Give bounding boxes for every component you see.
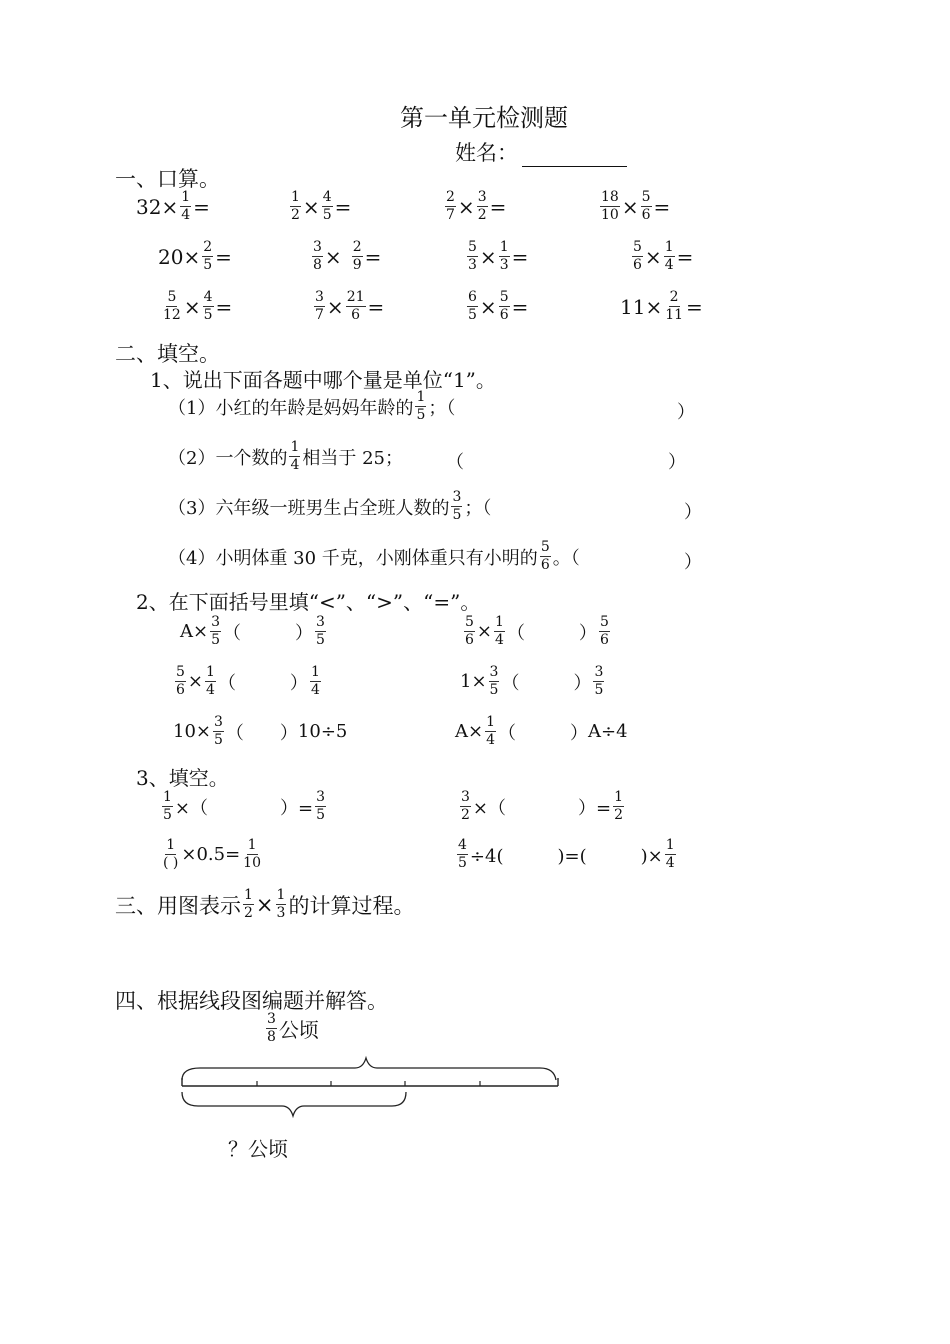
fill-blank[interactable]: ×（ ）= — [472, 797, 612, 819]
times-sign: × — [324, 244, 342, 269]
q1-title: 1、说出下面各题中哪个量是单位“1”。 — [150, 368, 496, 392]
expr-text: A× — [180, 621, 209, 643]
fraction: $\frac{1}{5}$ — [416, 389, 426, 424]
fraction: $\frac{1}{2}$ — [244, 887, 253, 922]
compare-blank[interactable]: （ ） — [223, 622, 314, 644]
name-field — [455, 137, 627, 167]
times-sign: × — [479, 244, 497, 269]
oral-item-9 — [160, 290, 232, 324]
name-label: 姓名： — [455, 141, 518, 165]
fraction: $\frac{5}{6}$ — [599, 614, 609, 649]
compare-item-e — [173, 715, 347, 749]
heading-text: 三、用图表示 — [115, 893, 241, 918]
expr-text: 32× — [136, 194, 179, 219]
fraction: $\frac{3}{2}$ — [477, 189, 487, 224]
equals-sign: = — [511, 294, 529, 319]
fraction: $\frac{21}{6}$ — [346, 289, 365, 324]
expr-text: A× — [455, 721, 484, 743]
equals-sign: = — [215, 244, 232, 269]
section-4-heading: 四、根据线段图编题并解答。 — [115, 989, 388, 1013]
oral-item-6 — [310, 240, 381, 274]
section-1-heading: 一、口算。 — [115, 167, 220, 191]
answer-close-paren: ） — [684, 552, 702, 573]
compare-item-b — [462, 615, 612, 649]
answer-close-paren: ） — [684, 502, 702, 523]
fraction: $\frac{3}{5}$ — [594, 664, 604, 699]
fraction: $\frac{4}{5}$ — [458, 837, 467, 872]
expr-text: 20× — [158, 244, 201, 269]
oral-item-4 — [598, 190, 670, 224]
oral-item-10 — [312, 290, 384, 324]
unit-text: 公顷 — [278, 1018, 319, 1043]
compare-item-c — [173, 665, 323, 699]
fraction: $\frac{5}{6}$ — [499, 289, 509, 324]
fraction: $\frac{3}{8}$ — [313, 239, 322, 274]
oral-item-7 — [465, 240, 528, 274]
fraction: $\frac{2}{9}$ — [352, 239, 362, 274]
equals-sign: = — [676, 244, 694, 269]
fraction: $\frac{4}{5}$ — [322, 189, 332, 224]
fraction: $\frac{1}{10}$ — [243, 837, 261, 872]
expr-text: ×0.5= — [181, 844, 241, 866]
q2-title: 2、在下面括号里填“<”、“>”、“=”。 — [136, 590, 481, 614]
equals-sign: = — [215, 294, 233, 319]
fraction: $\frac{3}{5}$ — [316, 614, 325, 649]
name-blank[interactable] — [522, 146, 627, 167]
fraction: $\frac{5}{6}$ — [641, 189, 651, 224]
fraction: $\frac{4}{5}$ — [203, 289, 213, 324]
oral-item-8 — [630, 240, 693, 274]
fraction: $\frac{5}{6}$ — [540, 539, 550, 574]
item-text: （4）小明体重 30 千克，小刚体重只有小明的 — [168, 547, 538, 569]
fraction: $\frac{1}{( )}$ — [163, 837, 179, 872]
compare-blank[interactable]: （ ） — [506, 622, 597, 644]
oral-item-5 — [158, 240, 232, 274]
compare-blank[interactable]: （ ） — [217, 672, 308, 694]
fraction: $\frac{2}{5}$ — [203, 239, 213, 274]
fraction: $\frac{3}{8}$ — [267, 1011, 276, 1046]
expr-text: 10× — [173, 721, 211, 743]
times-sign: × — [183, 294, 201, 319]
section-3-heading — [115, 888, 414, 922]
fraction: $\frac{5}{6}$ — [633, 239, 642, 274]
compare-item-a — [180, 615, 328, 649]
equals-sign: = — [364, 244, 382, 269]
line-segment-diagram — [170, 1050, 570, 1120]
expr-text: 1× — [460, 671, 487, 693]
times-sign: × — [621, 194, 639, 219]
fraction: $\frac{3}{5}$ — [452, 489, 462, 524]
item-text: 相当于 25； — [302, 447, 404, 469]
q3-title: 3、填空。 — [136, 766, 229, 790]
fraction: $\frac{1}{4}$ — [290, 439, 300, 474]
times-sign: × — [255, 892, 274, 917]
expr-text: A÷4 — [588, 721, 628, 743]
expr-text: 11× — [620, 294, 663, 319]
fraction: $\frac{1}{4}$ — [665, 837, 675, 872]
compare-item-d — [460, 665, 606, 699]
fraction: $\frac{5}{6}$ — [465, 614, 474, 649]
fraction: $\frac{1}{4}$ — [206, 664, 215, 699]
item-text: （2）一个数的 — [168, 447, 288, 469]
expr-text: 10÷5 — [297, 721, 348, 743]
fraction: $\frac{3}{7}$ — [315, 289, 324, 324]
item-text: （1）小红的年龄是妈妈年龄的 — [168, 397, 414, 419]
section-2-heading: 二、填空。 — [115, 342, 220, 366]
equals-sign: = — [193, 194, 210, 219]
oral-item-11 — [465, 290, 528, 324]
fraction: $\frac{1}{4}$ — [310, 664, 320, 699]
fraction: $\frac{5}{12}$ — [163, 289, 181, 324]
fraction: $\frac{1}{4}$ — [495, 614, 504, 649]
fill-item-d — [455, 838, 678, 872]
equals-sign: = — [653, 194, 671, 219]
oral-item-2 — [288, 190, 351, 224]
bottom-label: ？公顷 — [228, 1137, 288, 1161]
compare-blank[interactable]: （ ） — [225, 722, 298, 744]
q1-item-3 — [168, 490, 491, 524]
fill-item-c — [160, 838, 264, 872]
times-sign: × — [476, 621, 493, 643]
oral-item-3 — [443, 190, 506, 224]
item-text: （3）六年级一班男生占全班人数的 — [168, 497, 450, 519]
fraction: $\frac{3}{5}$ — [316, 789, 326, 824]
fraction: $\frac{3}{5}$ — [214, 714, 223, 749]
q1-item-1 — [168, 390, 455, 424]
fraction: $\frac{6}{5}$ — [468, 289, 477, 324]
equals-sign: = — [489, 194, 507, 219]
top-label — [264, 1012, 319, 1046]
equals-sign: = — [367, 294, 385, 319]
compare-item-f — [455, 715, 628, 749]
fraction: $\frac{1}{3}$ — [276, 887, 286, 922]
compare-blank[interactable]: （ ） — [501, 672, 592, 694]
fraction: $\frac{1}{4}$ — [664, 239, 674, 274]
times-sign: × — [457, 194, 475, 219]
page-title: 第一单元检测题 — [400, 104, 568, 132]
fraction: $\frac{1}{3}$ — [499, 239, 509, 274]
answer-open-paren: （ — [446, 452, 464, 473]
fraction: $\frac{2}{7}$ — [446, 189, 455, 224]
fraction: $\frac{1}{2}$ — [291, 189, 300, 224]
fraction: $\frac{3}{2}$ — [461, 789, 470, 824]
top-brace — [182, 1058, 556, 1080]
heading-text: 的计算过程。 — [288, 893, 415, 918]
fraction: $\frac{1}{5}$ — [163, 789, 172, 824]
equals-sign: = — [686, 294, 703, 319]
fill-blank[interactable]: ×（ ）= — [174, 797, 314, 819]
fraction: $\frac{3}{5}$ — [211, 614, 221, 649]
bottom-brace — [182, 1092, 406, 1116]
q1-item-4 — [168, 540, 580, 574]
times-sign: × — [479, 294, 497, 319]
equals-sign: = — [334, 194, 352, 219]
answer-close-paren: ） — [668, 452, 686, 473]
q1-item-2 — [168, 440, 403, 474]
times-sign: × — [644, 244, 662, 269]
equals-sign: = — [511, 244, 529, 269]
fraction: $\frac{5}{6}$ — [176, 664, 185, 699]
compare-blank[interactable]: （ ） — [498, 722, 589, 744]
times-sign: × — [302, 194, 320, 219]
oral-item-1 — [136, 190, 210, 224]
fraction: $\frac{5}{3}$ — [468, 239, 477, 274]
fill-item-b — [458, 790, 626, 824]
item-text: ；（ — [428, 397, 456, 419]
fill-item-a — [160, 790, 328, 824]
fraction: $\frac{1}{4}$ — [486, 714, 496, 749]
item-text: 。（ — [552, 547, 580, 569]
fraction: $\frac{1}{2}$ — [614, 789, 624, 824]
answer-close-paren: ） — [677, 402, 695, 423]
times-sign: × — [326, 294, 344, 319]
fraction: $\frac{3}{5}$ — [489, 664, 499, 699]
times-sign: × — [187, 671, 204, 693]
oral-item-12 — [620, 290, 703, 324]
fraction: $\frac{18}{10}$ — [601, 189, 619, 224]
fill-blank[interactable]: ÷4( )=( )× — [469, 845, 663, 867]
item-text: ；（ — [464, 497, 492, 519]
fraction: $\frac{2}{11}$ — [665, 289, 684, 324]
fraction: $\frac{1}{4}$ — [181, 189, 191, 224]
